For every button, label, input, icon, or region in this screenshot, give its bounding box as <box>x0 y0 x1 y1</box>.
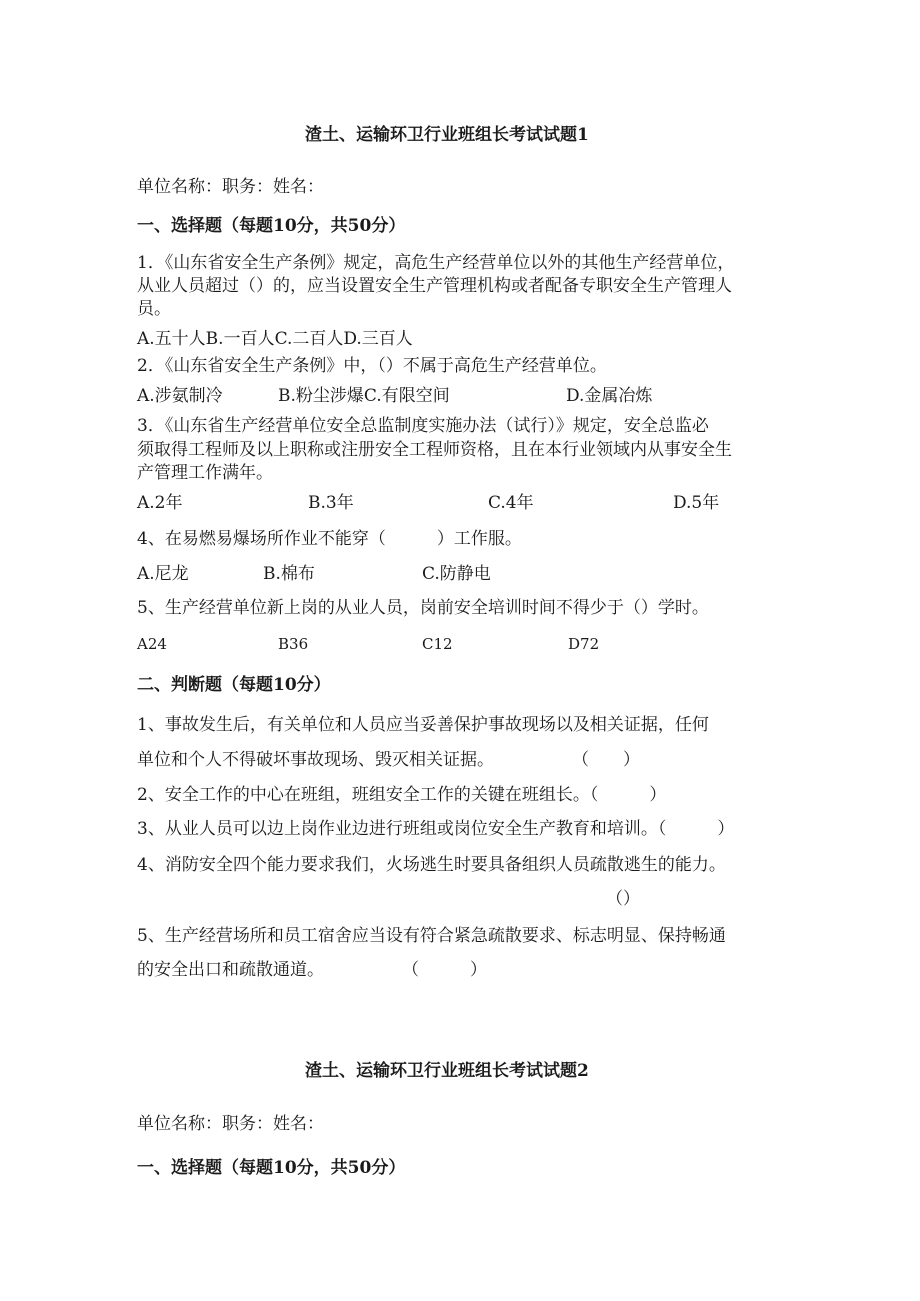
j3-line: 3、从业人员可以边上岗作业边进行班组或岗位安全生产教育和培训。（ ） <box>137 819 735 839</box>
exam1-section-judge: 二、判断题（每题10分） <box>137 675 331 695</box>
exam2-info-line: 单位名称：职务：姓名： <box>137 1114 324 1134</box>
q5-option-c: C12 <box>422 635 453 653</box>
q1-options: A.五十人B.一百人C.二百人D.三百人 <box>137 329 413 349</box>
q4-option-a: A.尼龙 <box>137 564 189 584</box>
q3-line3: 产管理工作满年。 <box>137 463 273 483</box>
exam1-info-line: 单位名称：职务：姓名： <box>137 177 324 197</box>
j5-line2: 的安全出口和疏散通道。 <box>137 960 324 980</box>
j1-line2: 单位和个人不得破坏事故现场、毁灭相关证据。 <box>137 750 494 770</box>
q2-option-d: D.金属冶炼 <box>566 386 653 406</box>
exam2-section-choice: 一、选择题（每题10分，共50分） <box>137 1158 406 1178</box>
q2-option-bc: B.粉尘涉爆C.有限空间 <box>278 386 450 406</box>
q1-line3: 员。 <box>137 299 171 319</box>
q3-option-a: A.2年 <box>137 493 183 513</box>
j4-answer-bracket: （） <box>606 889 640 909</box>
q4-line1: 4、在易燃易爆场所作业不能穿（ ）工作服。 <box>137 529 522 549</box>
q3-option-b: B.3年 <box>308 493 354 513</box>
q3-option-c: C.4年 <box>488 493 534 513</box>
exam2-title: 渣土、运输环卫行业班组长考试试题2 <box>305 1061 589 1081</box>
q5-option-b: B36 <box>278 635 309 653</box>
q3-line1: 3．《山东省生产经营单位安全总监制度实施办法（试行）》规定，安全总监必 <box>137 416 709 436</box>
j1-answer-bracket: （ ） <box>572 750 640 770</box>
q1-line2: 从业人员超过（）的，应当设置安全生产管理机构或者配备专职安全生产管理人 <box>137 276 732 296</box>
q4-option-c: C.防静电 <box>422 564 491 584</box>
q1-line1: 1．《山东省安全生产条例》规定，高危生产经营单位以外的其他生产经营单位， <box>137 253 735 273</box>
j1-line1: 1、事故发生后，有关单位和人员应当妥善保护事故现场以及相关证据，任何 <box>137 715 709 735</box>
q3-line2: 须取得工程师及以上职称或注册安全工程师资格，且在本行业领域内从事安全生 <box>137 440 732 460</box>
q5-option-a: A24 <box>137 635 167 653</box>
j5-answer-bracket: （ ） <box>402 960 487 980</box>
exam1-section-choice: 一、选择题（每题10分，共50分） <box>137 216 406 236</box>
q2-option-a: A.涉氨制冷 <box>137 386 223 406</box>
q5-option-d: D72 <box>568 635 600 653</box>
q5-line1: 5、生产经营单位新上岗的从业人员，岗前安全培训时间不得少于（）学时。 <box>137 598 709 618</box>
j2-line: 2、安全工作的中心在班组，班组安全工作的关键在班组长。（ ） <box>137 785 667 805</box>
q2-line1: 2．《山东省安全生产条例》中，（）不属于高危生产经营单位。 <box>137 356 607 376</box>
exam1-title: 渣土、运输环卫行业班组长考试试题1 <box>305 125 589 145</box>
q3-option-d: D.5年 <box>673 493 720 513</box>
j4-line1: 4、消防安全四个能力要求我们，火场逃生时要具备组织人员疏散逃生的能力。 <box>137 855 726 875</box>
q4-option-b: B.棉布 <box>263 564 315 584</box>
j5-line1: 5、生产经营场所和员工宿舍应当设有符合紧急疏散要求、标志明显、保持畅通 <box>137 926 726 946</box>
